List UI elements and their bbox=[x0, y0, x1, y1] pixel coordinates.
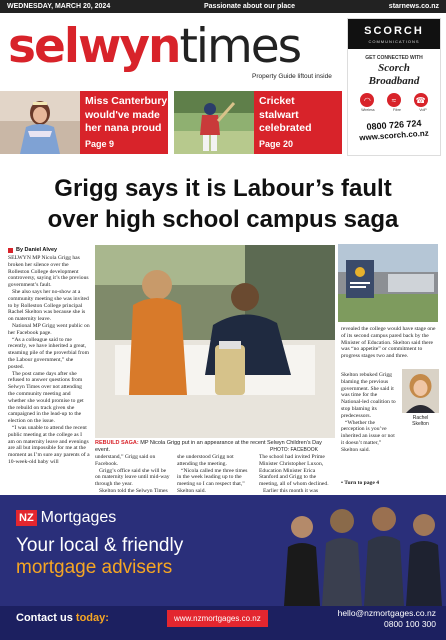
paragraph: revealed the college would have stage one of its second campus pared back by the Minister of Education. Skelton said there was “no appetite” or commitment to progress stages two and three. bbox=[341, 326, 436, 360]
article-column-5b bbox=[341, 372, 399, 476]
teaser-title-line: her nana proud bbox=[85, 122, 162, 134]
teaser-title-line: celebrated bbox=[259, 122, 312, 134]
paragraph: The post came days after she refused to answer questions from Selwyn Times over not attending the community meeting and whether she would promise to get the rebuild on track given she campaigned in the lead-up to the election on the issue. bbox=[8, 370, 84, 425]
fibre-icon: ≈ bbox=[387, 93, 401, 107]
scorch-product-line1: Scorch bbox=[378, 62, 410, 74]
turn-to-page[interactable] bbox=[341, 480, 439, 490]
nz-url-button[interactable]: www.nzmortgages.co.nz bbox=[167, 610, 268, 627]
service-label: VoIP bbox=[419, 108, 427, 112]
mugshot-name bbox=[402, 415, 439, 427]
paragraph: “I was unable to attend the recent public meeting at the college as I am on maternity leave and evenings are all but impossible for me at the moment as I’m sure any parents of a 10-week-old baby will bbox=[8, 424, 90, 465]
logo-part-times: times bbox=[179, 19, 301, 74]
college-sign-photo[interactable] bbox=[338, 244, 438, 322]
service-label: Fibre bbox=[393, 108, 401, 112]
headline-line: Grigg says it is Labour’s fault bbox=[54, 175, 392, 202]
miss-canterbury-photo[interactable] bbox=[0, 91, 80, 154]
rachel-skelton-photo[interactable] bbox=[402, 369, 439, 413]
nz-mortgages-logo bbox=[16, 509, 116, 527]
article-column-5a bbox=[341, 326, 439, 370]
paragraph: “As a colleague said to me recently, we have inherited a great, steaming pile of the proverbial from the Labour government,” she posted. bbox=[8, 336, 89, 370]
logo-part-selwyn: selwyn bbox=[8, 19, 180, 74]
article-column-1 bbox=[8, 255, 90, 491]
scorch-website: www.scorch.co.nz bbox=[359, 128, 429, 143]
scorch-connect-text: GET CONNECTED WITH bbox=[365, 55, 423, 61]
paragraph: Skelton told the Selwyn Times bbox=[99, 487, 168, 494]
article-column-3 bbox=[177, 454, 253, 494]
nz-logo-box: NZ bbox=[16, 510, 37, 526]
mugshot-name-line: Rachel bbox=[412, 415, 429, 421]
paragraph: The school had invited Prime Minister Christopher Luxon, Education Minister Erica Stanford and Grigg to the meeting, all of whom declined. bbox=[259, 454, 329, 488]
paragraph: National MP Grigg went public on her Facebook page. bbox=[8, 322, 90, 336]
issue-date: WEDNESDAY, MARCH 20, 2024 bbox=[7, 3, 111, 10]
service-label: Wireless bbox=[361, 108, 375, 112]
nz-contact-text bbox=[16, 612, 109, 624]
headline-line: over high school campus saga bbox=[47, 206, 399, 233]
wifi-icon: ◠ bbox=[360, 93, 374, 107]
teaser-title-line: stalwart bbox=[259, 108, 299, 121]
nz-ad-line1: Your local & friendly bbox=[16, 535, 184, 556]
teaser-title bbox=[259, 95, 312, 136]
scorch-service-labels bbox=[352, 108, 436, 112]
phone-icon: ☎ bbox=[414, 93, 428, 107]
paragraph: She also says her no-show at a community meeting she was invited to by Rolleston College principal Rachel Skelton was because she is on maternity leave. bbox=[8, 288, 89, 323]
scorch-product-line2: Broadband bbox=[368, 75, 420, 87]
mugshot-art bbox=[402, 369, 439, 413]
scorch-broadband-ad[interactable] bbox=[347, 18, 441, 156]
teaser-page: Page 20 bbox=[259, 139, 294, 149]
byline-marker-icon bbox=[8, 248, 13, 253]
paragraph: “Nicola called me three times in the week leading up to the meeting so I can respect that,” Skelton said. bbox=[177, 467, 248, 494]
nz-phone-link[interactable]: 0800 100 300 bbox=[384, 619, 436, 629]
top-bar bbox=[0, 0, 446, 13]
teaser-page: Page 9 bbox=[85, 139, 115, 149]
teaser-title bbox=[85, 95, 167, 136]
nz-email-link[interactable]: hello@nzmortgages.co.nz bbox=[337, 608, 436, 618]
caption-text: MP Nicola Grigg put in an appearance at the recent Selwyn Children’s Day event. bbox=[95, 440, 322, 453]
contact-prefix: Contact us bbox=[16, 612, 73, 624]
nz-ad-line2: mortgage advisers bbox=[16, 557, 173, 578]
slogan: Passionate about our place bbox=[204, 3, 296, 10]
website-link[interactable]: starnews.co.nz bbox=[388, 3, 439, 10]
byline bbox=[8, 247, 57, 253]
nz-logo-word: Mortgages bbox=[40, 509, 117, 526]
article-headline[interactable] bbox=[0, 173, 446, 235]
main-photo[interactable] bbox=[95, 245, 335, 438]
teaser-miss-canterbury[interactable] bbox=[80, 91, 168, 154]
miss-canterbury-photo-art bbox=[0, 91, 80, 154]
paragraph: “Whether the perception is you’ve inherited an issue or not it doesn’t matter,” Skelton said. bbox=[341, 419, 395, 453]
photo-credit: PHOTO: FACEBOOK bbox=[270, 447, 318, 453]
paragraph: she understood Grigg not attending the meeting. bbox=[177, 454, 234, 467]
paragraph: Grigg’s office said she will be on maternity leave until mid-way through the year. bbox=[95, 467, 170, 488]
paragraph: understand,” Grigg said on Facebook. bbox=[95, 454, 156, 467]
caption-label: REBUILD SAGA: bbox=[95, 440, 139, 446]
advisers-photo-art bbox=[280, 495, 446, 606]
cricket-photo[interactable] bbox=[174, 91, 254, 154]
main-photo-art bbox=[95, 245, 335, 438]
scorch-service-icons bbox=[354, 93, 434, 107]
cricket-photo-art bbox=[174, 91, 254, 154]
scorch-brand: SCORCH bbox=[364, 24, 424, 37]
scorch-phone: 0800 726 724 bbox=[366, 118, 422, 132]
masthead-logo[interactable] bbox=[8, 19, 300, 75]
scorch-header bbox=[348, 19, 440, 49]
paragraph: Skelton rebuked Grigg blaming the previous government. She said it was time for the National-led coalition to stop blaming its predecessors. bbox=[341, 372, 396, 419]
nz-mortgages-ad[interactable] bbox=[0, 495, 446, 640]
teaser-title-line: Miss Canterbury bbox=[85, 95, 168, 107]
byline-author: By Daniel Alvey bbox=[16, 247, 58, 253]
paragraph: Earlier this month it was bbox=[263, 487, 318, 494]
teaser-cricket[interactable] bbox=[254, 91, 342, 154]
turn-to-text: • Turn to page 4 bbox=[341, 480, 380, 486]
college-sign-photo-art bbox=[338, 244, 438, 322]
teaser-title-line: Cricket bbox=[259, 95, 295, 107]
contact-suffix: today: bbox=[75, 612, 109, 624]
masthead-tagline: Property Guide liftout inside bbox=[252, 73, 332, 80]
article-column-4 bbox=[259, 454, 335, 494]
article-column-2 bbox=[95, 454, 171, 494]
mugshot-name-line: Skelton bbox=[412, 421, 429, 427]
scorch-brand-sub: COMMUNICATIONS bbox=[368, 38, 420, 44]
teaser-title-line: would've made bbox=[85, 108, 160, 121]
paragraph: SELWYN MP Nicola Grigg has broken her silence over the Rolleston College development controversy, saying it’s the previous government’s fault. bbox=[8, 255, 89, 289]
